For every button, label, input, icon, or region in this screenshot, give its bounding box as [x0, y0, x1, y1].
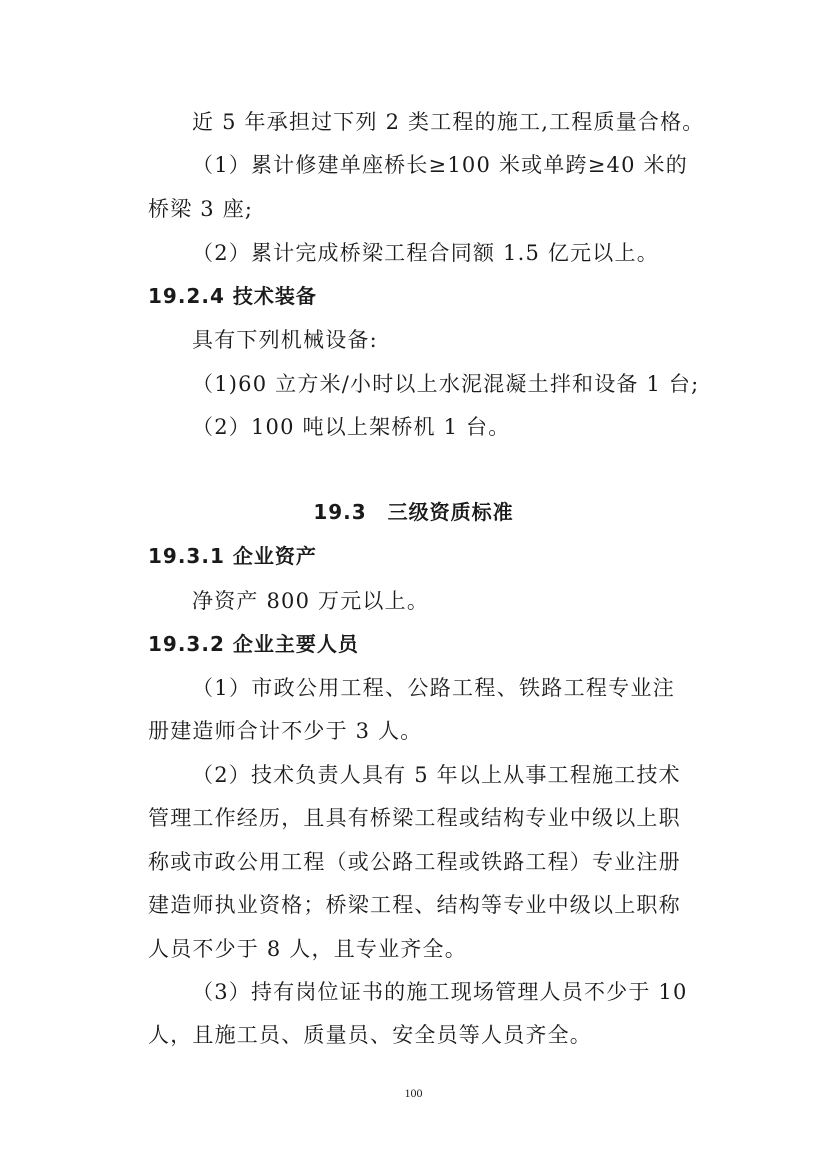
list-item-line: （1）市政公用工程、公路工程、铁路工程专业注 — [192, 676, 675, 700]
list-item-line: 称或市政公用工程（或公路工程或铁路工程）专业注册 — [148, 850, 681, 874]
paragraph-line: 近 5 年承担过下列 2 类工程的施工,工程质量合格。 — [192, 110, 705, 134]
list-item-line: 建造师执业资格；桥梁工程、结构等专业中级以上职称 — [148, 893, 681, 917]
list-item-line: （2）100 吨以上架桥机 1 台。 — [192, 415, 511, 439]
subsection-heading: 19.3.2 企业主要人员 — [148, 632, 359, 656]
list-item-line: （2）技术负责人具有 5 年以上从事工程施工技术 — [192, 763, 681, 787]
list-item-line: （1)60 立方米/小时以上水泥混凝土拌和设备 1 台; — [192, 372, 700, 396]
list-item-line: 人员不少于 8 人，且专业齐全。 — [148, 937, 467, 961]
list-item-line: 管理工作经历，且具有桥梁工程或结构专业中级以上职 — [148, 806, 681, 830]
list-item-line: （1）累计修建单座桥长≥100 米或单跨≥40 米的 — [192, 153, 688, 177]
paragraph-line: 具有下列机械设备: — [192, 328, 378, 352]
list-item-line: 桥梁 3 座; — [148, 197, 254, 221]
list-item-line: 人，且施工员、质量员、安全员等人员齐全。 — [148, 1023, 592, 1047]
subsection-heading: 19.3.1 企业资产 — [148, 544, 317, 568]
paragraph-line: 净资产 800 万元以上。 — [192, 589, 430, 613]
list-item-line: （3）持有岗位证书的施工现场管理人员不少于 10 — [192, 980, 688, 1004]
page-number: 100 — [404, 1086, 423, 1100]
subsection-heading: 19.2.4 技术装备 — [148, 284, 317, 308]
section-title: 19.3 三级资质标准 — [313, 500, 514, 524]
list-item-line: （2）累计完成桥梁工程合同额 1.5 亿元以上。 — [192, 241, 659, 265]
list-item-line: 册建造师合计不少于 3 人。 — [148, 719, 423, 743]
